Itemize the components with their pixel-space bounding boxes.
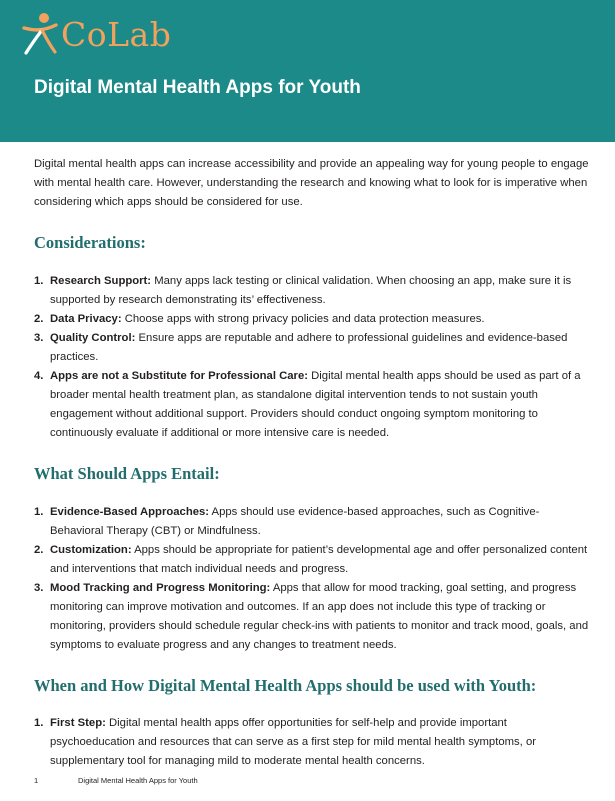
list-item: 1. First Step: Digital mental health apps offer opportunities for self-help and provide important psychoeducation and resources that can serve as a first step for mild mental health symptoms, or supplementary tool for managing mild to moderate mental health concerns. xyxy=(34,717,536,767)
header-banner xyxy=(0,0,615,142)
entail-list xyxy=(34,503,590,655)
colab-logo xyxy=(22,10,171,56)
list-item: 4. Apps are not a Substitute for Professional Care: Digital mental health apps should be used as part of a broader mental health treatment plan, as standalone digital intervention tends to not sustain youth engagement without additional support. Providers should conduct ongoing symptom monitoring to continuously evaluate if additional or more intensive care is needed. xyxy=(34,370,581,439)
footer-title: Digital Mental Health Apps for Youth xyxy=(78,776,198,785)
document-body xyxy=(34,155,590,771)
intro-paragraph: Digital mental health apps can increase accessibility and provide an appealing way for young people to engage with mental health care. However, understanding the research and knowing what to look for is imperative when considering which apps should be considered for use. xyxy=(34,158,589,208)
logo-wordmark: CoLab xyxy=(61,14,172,54)
section-heading-what-apps-entail: What Should Apps Entail: xyxy=(34,464,220,483)
page-footer xyxy=(34,776,198,785)
list-item: 3. Mood Tracking and Progress Monitoring: Apps that allow for mood tracking, goal setting, and progress monitoring can improve motivation and outcomes. If an app does not include this type of tracking or monitoring, providers should schedule regular check-ins with patients to monitor and track mood, goals, and symptoms to evaluate progress and any changes to treatment needs. xyxy=(34,582,589,651)
when-how-list xyxy=(34,714,590,771)
person-figure-icon xyxy=(22,11,58,55)
page-title: Digital Mental Health Apps for Youth xyxy=(34,77,361,98)
list-item: 3. Quality Control: Ensure apps are reputable and adhere to professional guidelines and evidence-based practices. xyxy=(34,332,568,363)
section-heading-considerations: Considerations: xyxy=(34,233,146,252)
section-heading-when-and-how: When and How Digital Mental Health Apps should be used with Youth: xyxy=(34,676,537,695)
list-item: 2. Data Privacy: Choose apps with strong privacy policies and data protection measures. xyxy=(34,313,485,325)
page-number: 1 xyxy=(34,776,39,785)
list-item: 1. Evidence-Based Approaches: Apps should use evidence-based approaches, such as Cognitive-Behavioral Therapy (CBT) or Mindfulness. xyxy=(34,506,540,537)
list-item: 2. Customization: Apps should be appropriate for patient’s developmental age and offer personalized content and interventions that match individual needs and progress. xyxy=(34,544,588,575)
considerations-list xyxy=(34,272,590,443)
list-item: 1. Research Support: Many apps lack testing or clinical validation. When choosing an app, make sure it is supported by research demonstrating its’ effectiveness. xyxy=(34,275,572,306)
